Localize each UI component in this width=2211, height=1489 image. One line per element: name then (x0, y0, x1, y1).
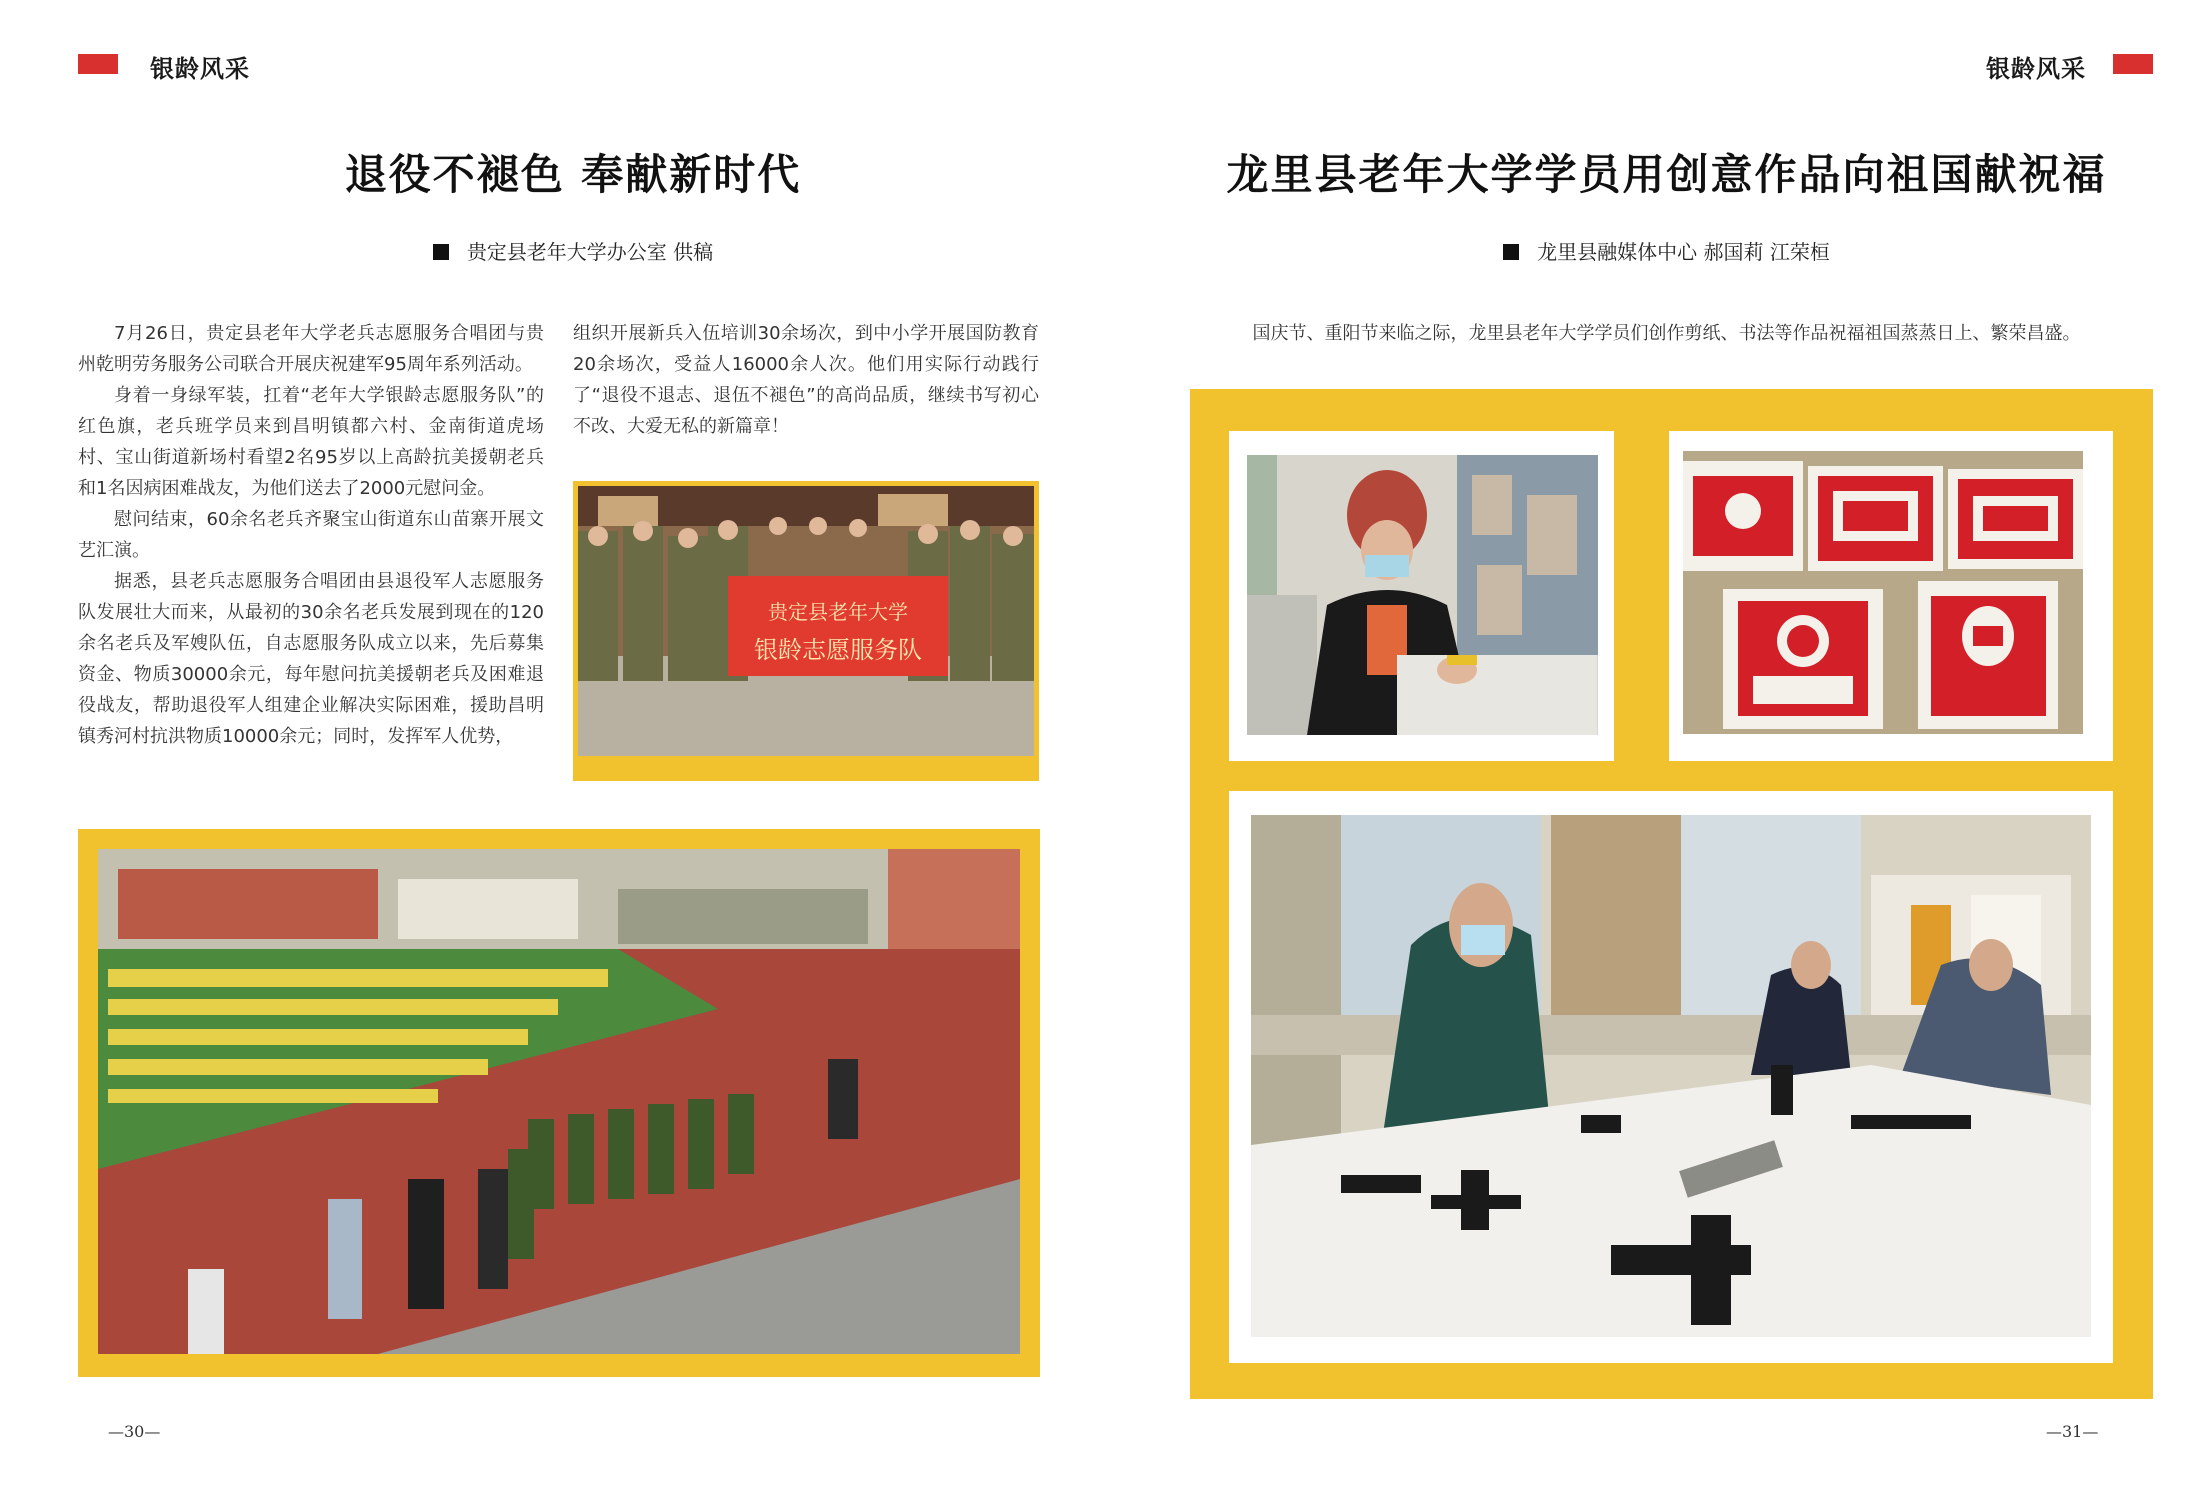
photo-red-paper-cuttings (1683, 451, 2083, 734)
section-label-left: 银龄风采 (150, 55, 250, 83)
paragraph: 据悉，县老兵志愿服务合唱团由县退役军人志愿服务队发展壮大而来，从最初的30余名老兵发展到现在的120余名老兵及军嫂队伍，自志愿服务队成立以来，先后募集资金、物质30000余元，每年慰问抗美援朝老兵及困难退役战友，帮助退役军人组建企业解决实际困难，援助昌明镇秀河村抗洪物质10000余元；同时，发挥军人优势， (78, 571, 544, 747)
article-title-right: 龙里县老年大学学员用创意作品向祖国献祝福 (1226, 150, 2107, 199)
paragraph: 7月26日，贵定县老年大学老兵志愿服务合唱团与贵州乾明劳务服务公司联合开展庆祝建军95周年系列活动。 (78, 323, 544, 375)
paragraph: 身着一身绿军装，扛着“老年大学银龄志愿服务队”的红色旗，老兵班学员来到昌明镇都六村、金南街道虎场村、宝山街道新场村看望2名95岁以上高龄抗美援朝老兵和1名因病困难战友，为他们送去了2000元慰问金。 (78, 385, 544, 499)
section-label-right: 银龄风采 (1986, 55, 2086, 83)
photo-veterans-with-banner (578, 486, 1034, 756)
page-number-right: —31— (2046, 1422, 2099, 1441)
banner-line-1: 贵定县老年大学 (768, 600, 908, 624)
section-marker (78, 54, 118, 74)
section-marker (2113, 54, 2153, 74)
byline-text: 龙里县融媒体中心 郝国莉 江荣桓 (1537, 240, 1830, 264)
photo-men-writing-calligraphy (1251, 815, 2091, 1337)
byline-right (1180, 236, 2153, 265)
byline-left (78, 236, 1068, 265)
byline-square-icon (433, 244, 449, 260)
paragraph: 慰问结束，60余名老兵齐聚宝山街道东山苗寨开展文艺汇演。 (78, 509, 544, 561)
photo-woman-paper-cutting (1247, 455, 1598, 735)
article-intro-right: 国庆节、重阳节来临之际，龙里县老年大学学员们创作剪纸、书法等作品祝福祖国蒸蒸日上、繁荣昌盛。 (1252, 323, 2081, 344)
article-body-left-column (78, 318, 544, 752)
article-body-right-column (573, 318, 1039, 442)
paragraph: 组织开展新兵入伍培训30余场次，到中小学开展国防教育20余场次，受益人16000余人次。他们用实际行动践行了“退役不退志、退伍不褪色”的高尚品质，继续书写初心不改、大爱无私的新篇章！ (573, 323, 1039, 437)
byline-square-icon (1503, 244, 1519, 260)
article-title-left: 退役不褪色 奉献新时代 (344, 150, 802, 199)
photo-flag-ceremony-field (98, 849, 1020, 1354)
byline-text: 贵定县老年大学办公室 供稿 (466, 240, 714, 264)
banner-line-2: 银龄志愿服务队 (754, 636, 922, 664)
page-number-left: —30— (108, 1422, 161, 1441)
